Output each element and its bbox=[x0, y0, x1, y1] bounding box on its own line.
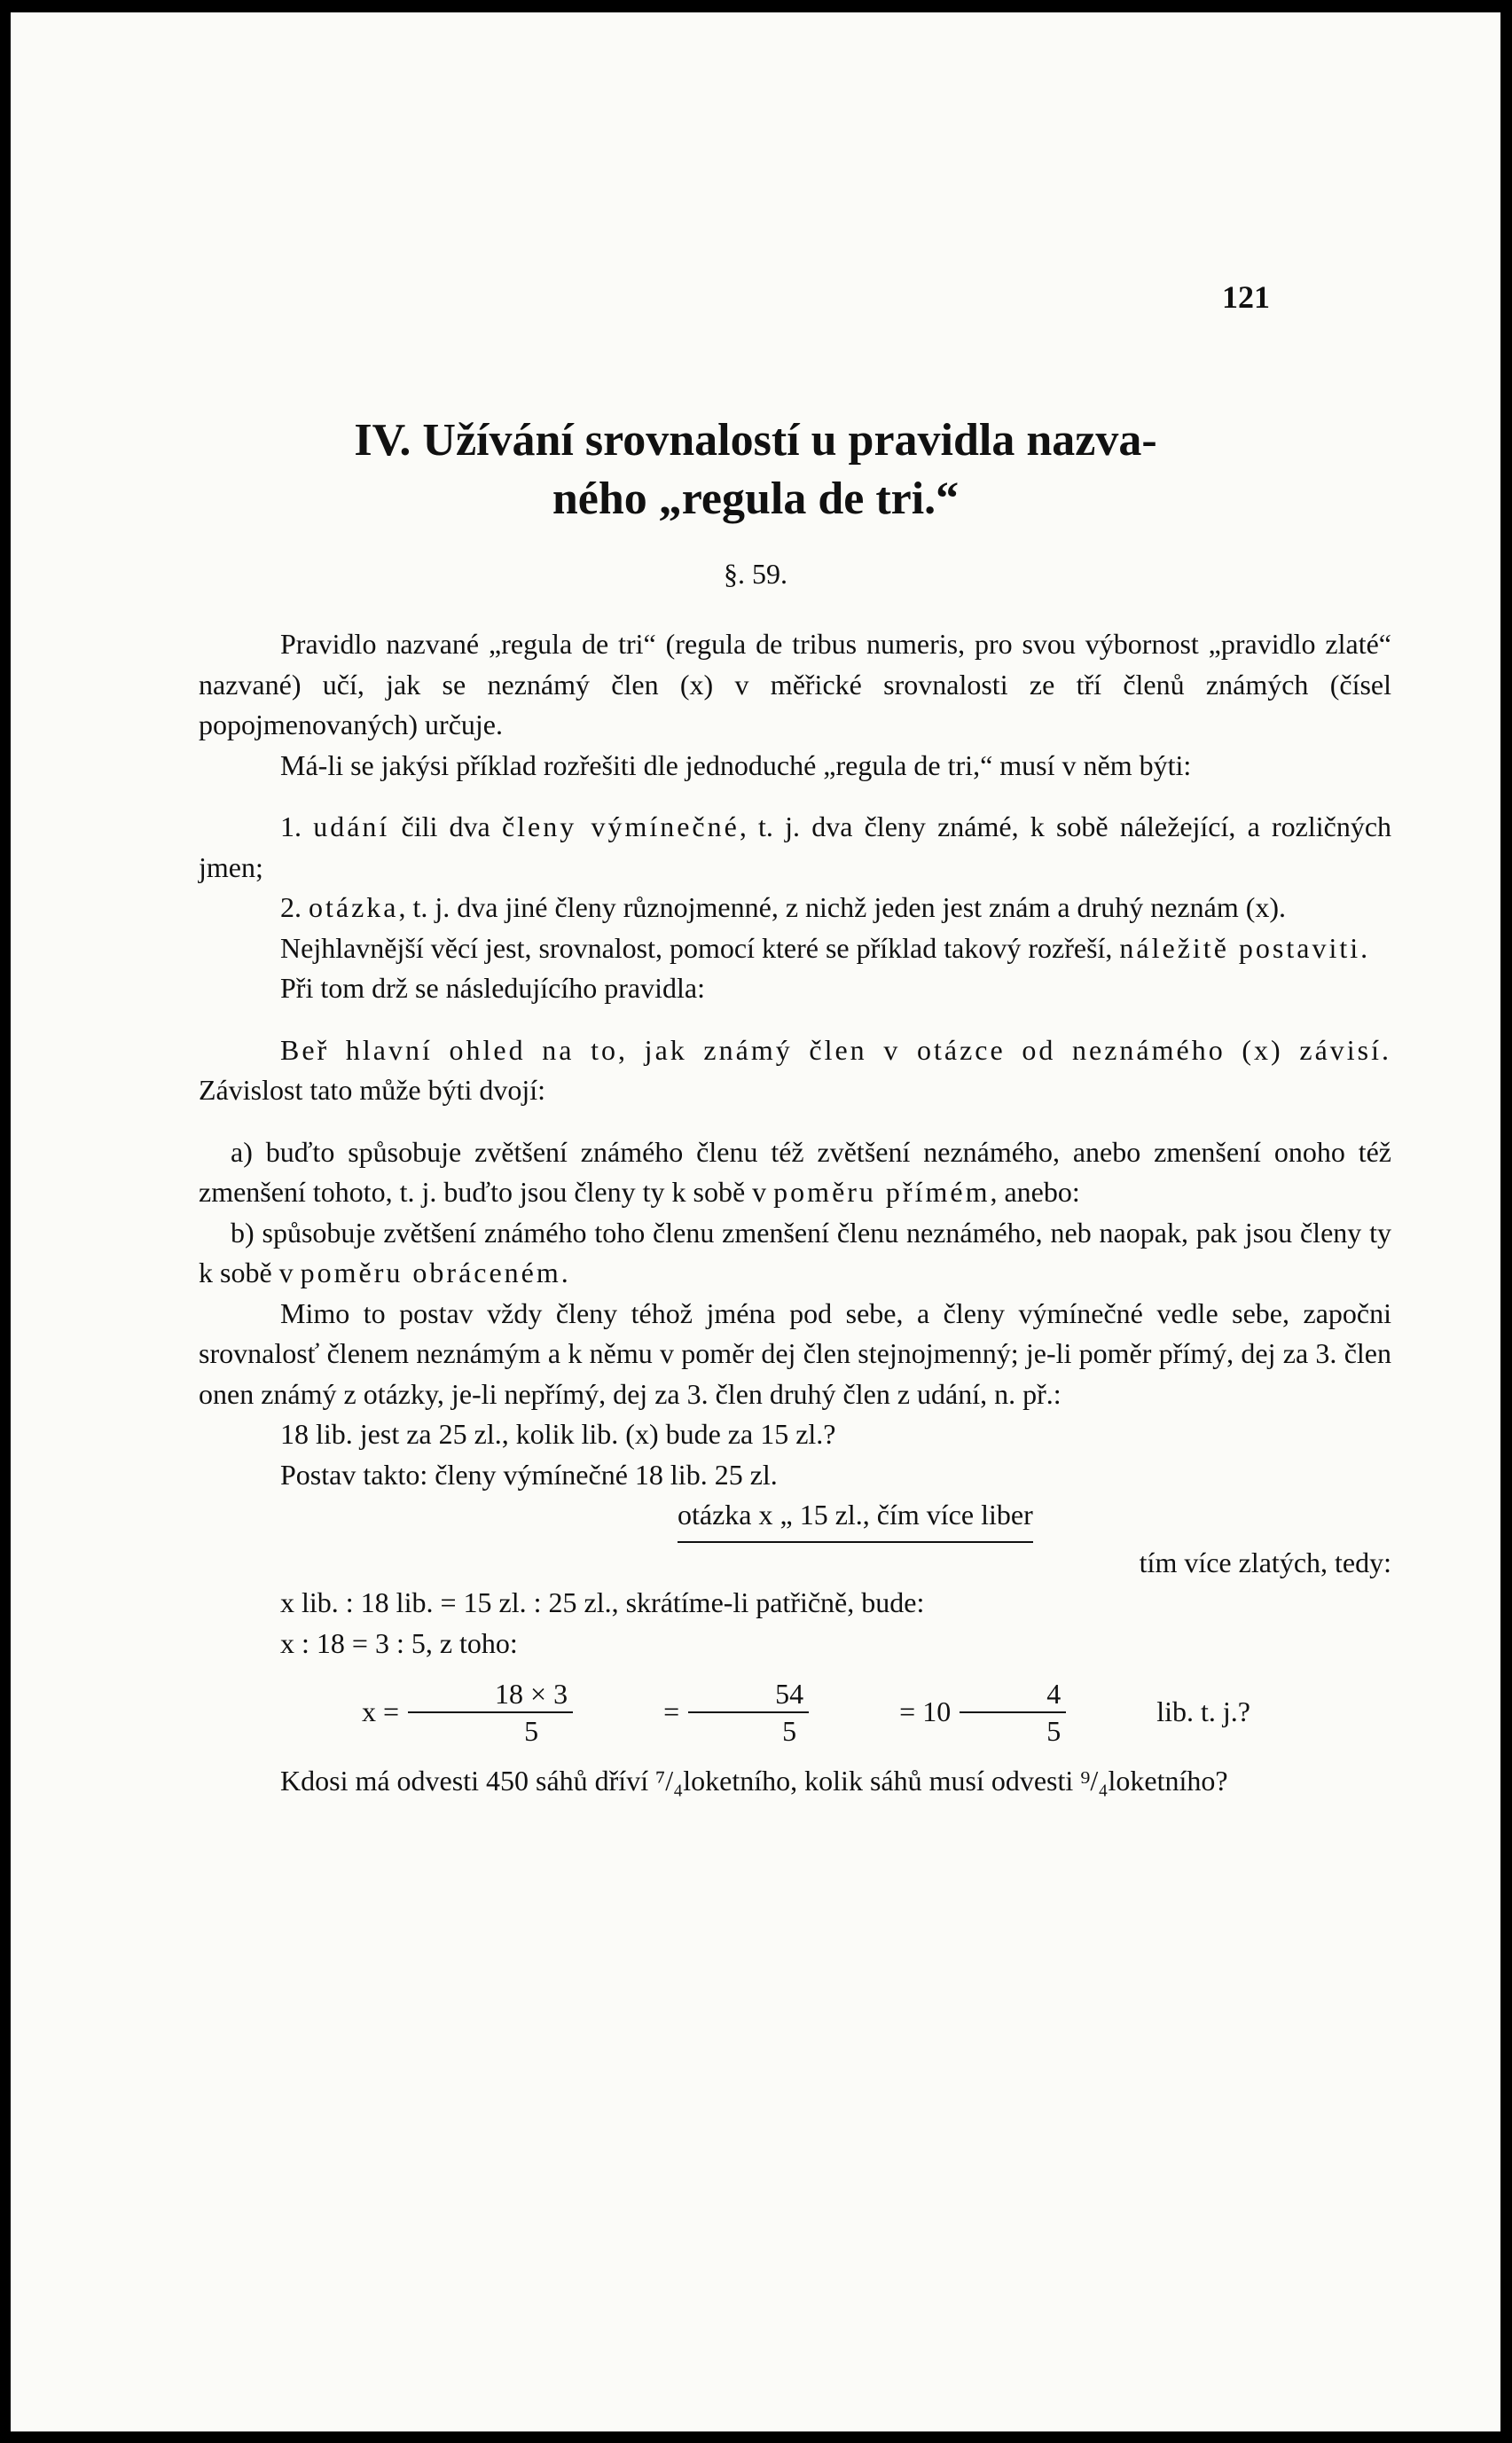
heading-line-2: ného „regula de tri.“ bbox=[552, 474, 960, 524]
spacer bbox=[199, 786, 1391, 807]
paragraph-rule: Beř hlavní ohled na to, jak známý člen v otázce od neznámého (x) závisí. Závislost tato může býti dvojí: bbox=[199, 1033, 1391, 1106]
item-b: b) spůsobuje zvětšení známého toho členu zmenšení členu neznámého, neb naopak, pak jsou členy ty k sobě v poměru obráceném. bbox=[199, 1216, 1391, 1288]
spacer bbox=[199, 1111, 1391, 1132]
example-reasoning: tím více zlatých, tedy: bbox=[1139, 1546, 1391, 1578]
example-reduced: x : 18 = 3 : 5, z toho: bbox=[280, 1626, 518, 1659]
section-number: §. 59. bbox=[724, 558, 787, 590]
heading-line-1: IV. Užívání srovnalostí u pravidla nazva- bbox=[354, 415, 1157, 466]
page-number: 121 bbox=[1222, 279, 1270, 315]
chapter-heading bbox=[188, 411, 1323, 529]
fraction-3: $\frac{4}{5}$ bbox=[960, 1676, 1066, 1749]
example-setup: Postav takto: členy výmínečné 18 lib. 25 zl. bbox=[280, 1458, 778, 1491]
example-equation: x = $\frac{18 \times 3}{5}$ = $\frac{54}{5}$ = 10 $\frac{4}{5}$ lib. t. j.? bbox=[199, 1664, 1391, 1761]
page bbox=[11, 12, 1500, 2431]
paragraph-procedure: Mimo to postav vždy členy téhož jména pod sebe, a členy výmínečné vedle sebe, započni srovnalosť členem neznámým a k němu v poměr dej člen stejnojmenný; je-li poměr přímý, dej za 3. člen onen známý z otázky, je-li nepřímý, dej za 3. člen druhý člen z udání, n. př.: bbox=[199, 1296, 1391, 1410]
item-udani: 1. udání čili dva členy výmínečné, t. j. dva členy známé, k sobě náležející, a rozličných jmen; bbox=[199, 810, 1392, 883]
item-otazka: 2. otázka, t. j. dva jiné členy různojmenné, z nichž jeden jest znám a druhý neznám (x). bbox=[280, 891, 1287, 923]
eq-lhs: x = bbox=[362, 1695, 400, 1728]
paragraph-rule-intro: Při tom drž se následujícího pravidla: bbox=[280, 972, 705, 1004]
fraction-1: $\frac{18 \times 3}{5}$ bbox=[408, 1676, 573, 1749]
paragraph-conditions: Má-li se jakýsi příklad rozřešiti dle jednoduché „regula de tri,“ musí v něm býti: bbox=[280, 748, 1192, 781]
paragraph-main-thing: Nejhlavnější věcí jest, srovnalost, pomocí které se příklad takový rozřeší, náležitě postaviti. bbox=[280, 931, 1368, 964]
example-otazka: otázka x „ 15 zl., čím více liber bbox=[199, 1495, 1391, 1543]
item-a: a) buďto spůsobuje zvětšení známého členu též zvětšení neznámého, anebo zmenšení onoho též zmenšení tohoto, t. j. buďto jsou členy ty k sobě v poměru přímém, anebo: bbox=[199, 1135, 1391, 1208]
fraction-2: $\frac{54}{5}$ bbox=[688, 1676, 809, 1749]
example-question: 18 lib. jest za 25 zl., kolik lib. (x) bude za 15 zl.? bbox=[280, 1418, 836, 1450]
example-proportion: x lib. : 18 lib. = 15 zl. : 25 zl., skrátíme-li patřičně, bude: bbox=[280, 1586, 925, 1618]
paragraph-next-example: Kdosi má odvesti 450 sáhů dříví ⁷/₄loketního, kolik sáhů musí odvesti ⁹/₄loketního? bbox=[280, 1765, 1228, 1797]
body-text bbox=[199, 624, 1391, 1802]
paragraph-definition: Pravidlo nazvané „regula de tri“ (regula de tribus numeris, pro svou výbornost „pravidlo zlaté“ nazvané) učí, jak se neznámý člen (x) v měřické srovnalosti ze tří členů známých (čísel popojmenovaných) určuje. bbox=[199, 628, 1391, 740]
spacer bbox=[199, 1009, 1391, 1030]
